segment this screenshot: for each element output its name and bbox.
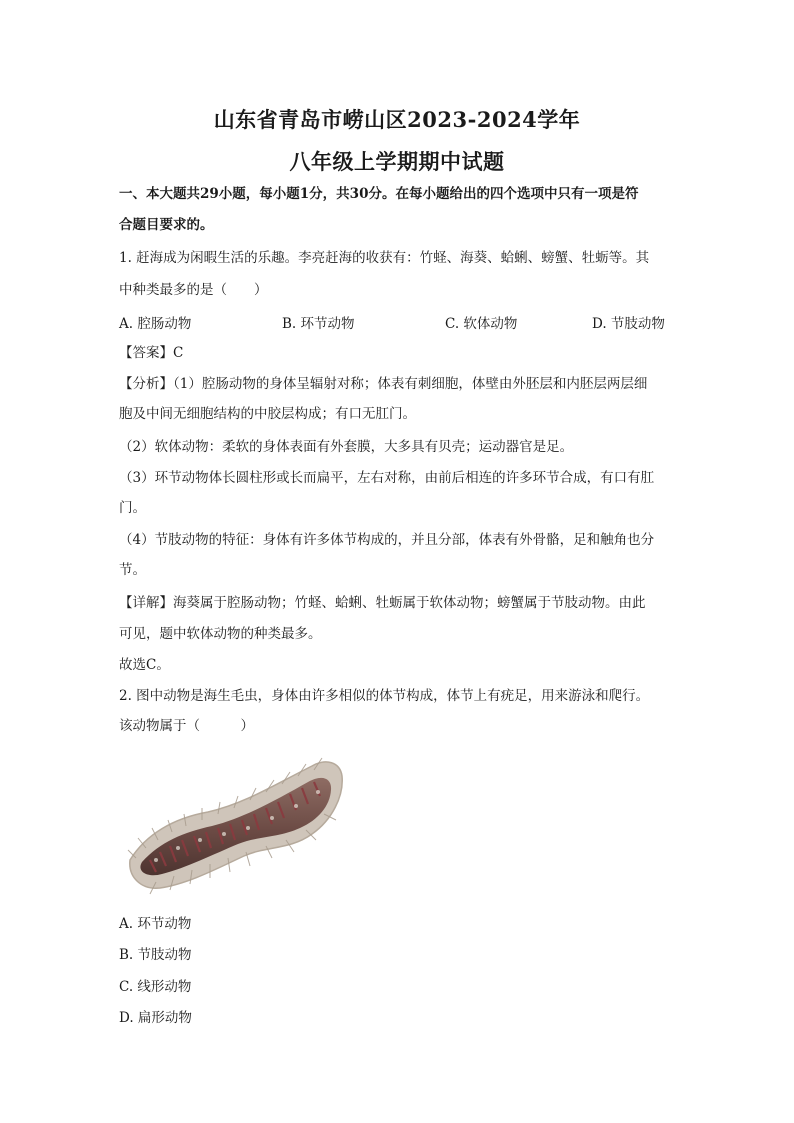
exam-title-line2: 八年级上学期期中试题 bbox=[289, 149, 505, 174]
q1-analysis-line: （4）节肢动物的特征：身体有许多体节构成的，并且分部，体表有外骨骼，足和触角也分 bbox=[119, 532, 655, 548]
q1-stem-line2: 中种类最多的是（ ） bbox=[119, 282, 268, 298]
q1-analysis-line: 胞及中间无细胞结构的中胶层构成；有口无肛门。 bbox=[119, 406, 416, 422]
q1-option-a: A. 腔肠动物 bbox=[119, 316, 192, 332]
q2-option-a: A. 环节动物 bbox=[119, 916, 192, 932]
q1-conclusion: 故选C。 bbox=[119, 657, 170, 673]
sea-worm-image bbox=[126, 748, 346, 898]
q2-option-b: B. 节肢动物 bbox=[119, 947, 192, 963]
q1-analysis-line: 门。 bbox=[119, 500, 146, 516]
q1-analysis-line: （2）软体动物：柔软的身体表面有外套膜，大多具有贝壳；运动器官是足。 bbox=[119, 439, 574, 455]
q1-options bbox=[119, 312, 679, 332]
q1-stem-line1: 1. 赶海成为闲暇生活的乐趣。李亮赶海的收获有：竹蛏、海葵、蛤蜊、螃蟹、牡蛎等。其 bbox=[119, 250, 650, 266]
section-instructions-line2: 合题目要求的。 bbox=[119, 217, 214, 233]
q1-option-c: C. 软体动物 bbox=[445, 316, 518, 332]
q1-option-d: D. 节肢动物 bbox=[592, 316, 665, 332]
q1-answer: 【答案】C bbox=[119, 345, 184, 361]
exam-title-line1: 山东省青岛市崂山区2023-2024学年 bbox=[213, 107, 581, 132]
q2-stem-line1: 2. 图中动物是海生毛虫，身体由许多相似的体节构成，体节上有疣足，用来游泳和爬行。 bbox=[119, 688, 650, 704]
q1-analysis-line: 【分析】（1）腔肠动物的身体呈辐射对称；体表有刺细胞，体壁由外胚层和内胚层两层细 bbox=[119, 376, 648, 392]
section-instructions-line1: 一、本大题共29小题，每小题1分，共30分。在每小题给出的四个选项中只有一项是符 bbox=[119, 186, 639, 202]
q2-option-d: D. 扁形动物 bbox=[119, 1010, 192, 1026]
q1-option-b: B. 环节动物 bbox=[282, 316, 355, 332]
q2-stem-line2: 该动物属于（ ） bbox=[119, 718, 254, 734]
q1-detail-line: 【详解】海葵属于腔肠动物；竹蛏、蛤蜊、牡蛎属于软体动物；螃蟹属于节肢动物。由此 bbox=[119, 595, 646, 611]
q1-analysis-line: （3）环节动物体长圆柱形或长而扁平，左右对称，由前后相连的许多环节合成，有口有肛 bbox=[119, 470, 655, 486]
q1-analysis-line: 节。 bbox=[119, 562, 146, 578]
q2-option-c: C. 线形动物 bbox=[119, 979, 192, 995]
q1-detail-line: 可见，题中软体动物的种类最多。 bbox=[119, 626, 322, 642]
